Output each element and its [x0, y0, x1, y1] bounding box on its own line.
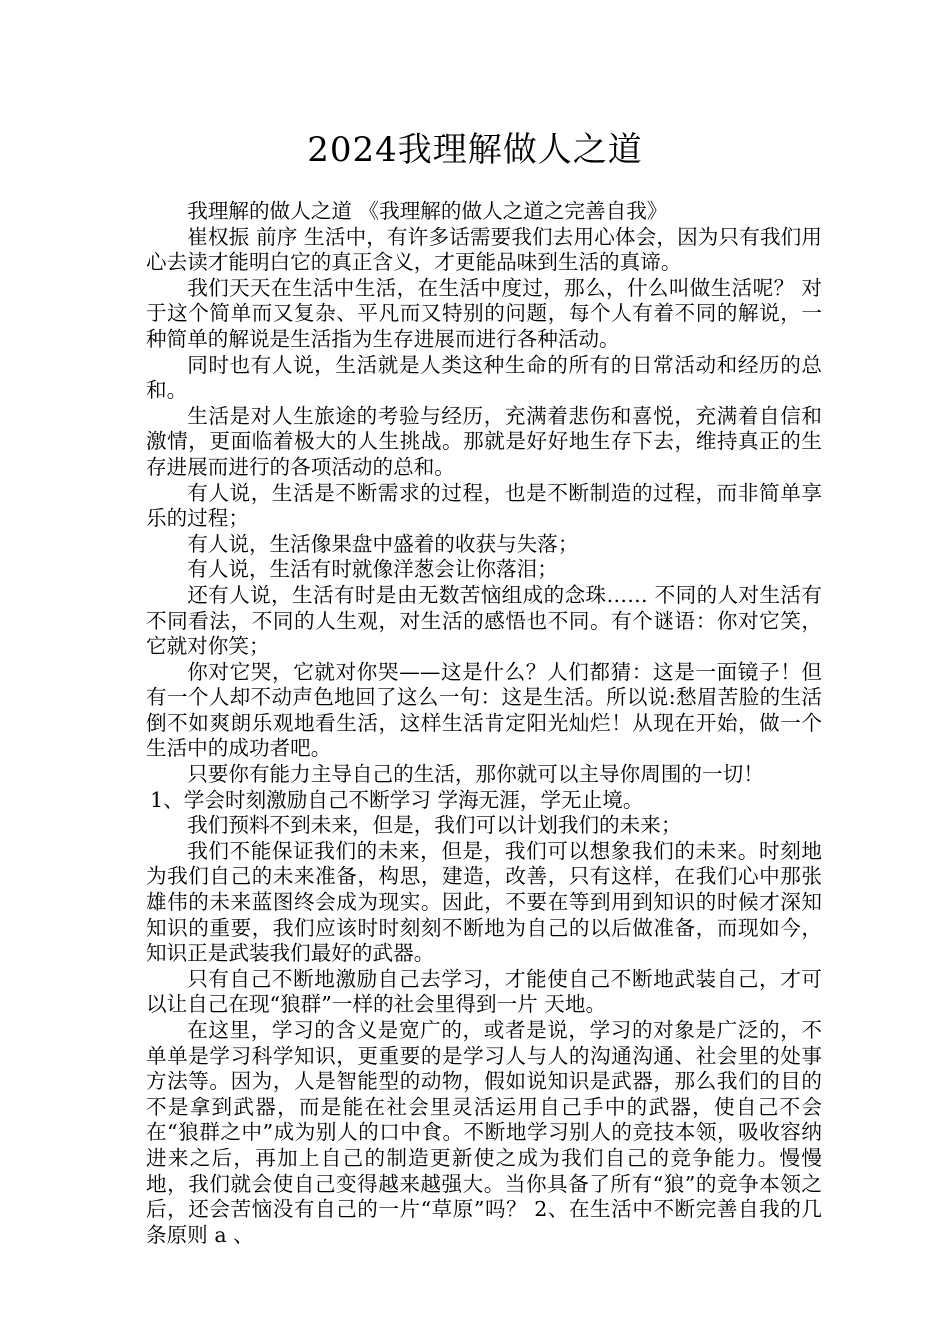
document-title: 2024我理解做人之道	[307, 130, 643, 170]
paragraph: 我们不能保证我们的未来，但是，我们可以想象我们的未来。时刻地为我们自己的未来准备，构思，建造，改善，只有这样，在我们心中那张雄伟的未来蓝图终会成为现实。因此，不要在等到用到知识的时候才深知知识的重要，我们应该时时刻刻不断地为自己的以后做准备，而现如今，知识正是武装我们最好的武器。	[146, 838, 822, 966]
paragraph: 有人说，生活是不断需求的过程，也是不断制造的过程，而非简单享乐的过程；	[146, 480, 822, 531]
paragraph: 崔权振 前序 生活中，有许多话需要我们去用心体会，因为只有我们用心去读才能明白它的真正含义，才更能品味到生活的真谛。	[146, 224, 822, 275]
document-body	[146, 199, 822, 1248]
paragraph: 同时也有人说，生活就是人类这种生命的所有的日常活动和经历的总和。	[146, 352, 822, 403]
paragraph: 还有人说，生活有时是由无数苦恼组成的念珠…… 不同的人对生活有不同看法，不同的人生观，对生活的感悟也不同。有个谜语：你对它笑，它就对你笑；	[146, 582, 822, 659]
paragraph: 只要你有能力主导自己的生活，那你就可以主导你周围的一切！	[187, 762, 764, 787]
paragraph: 在这里，学习的含义是宽广的，或者是说，学习的对象是广泛的，不单单是学习科学知识，更重要的是学习人与人的沟通沟通、社会里的处事方法等。因为，人是智能型的动物，假如说知识是武器，那么我们的目的不是拿到武器，而是能在社会里灵活运用自己手中的武器，使自己不会在“狼群之中”成为别人的口中食。不断地学习别人的竞技本领，吸收容纳进来之后，再加上自己的制造更新使之成为我们自己的竞争能力。慢慢地，我们就会使自己变得越来越强大。当你具备了所有“狼”的竞争本领之后，还会苦恼没有自己的一片“草原”吗？ 2、在生活中不断完善自我的几条原则 a 、	[146, 1018, 822, 1247]
paragraph: 只有自己不断地激励自己去学习，才能使自己不断地武装自己，才可以让自己在现“狼群”一样的社会里得到一片 天地。	[146, 966, 822, 1017]
paragraph: 我们天天在生活中生活，在生活中度过，那么，什么叫做生活呢？ 对于这个简单而又复杂、平凡而又特别的问题，每个人有着不同的解说，一种简单的解说是生活指为生存进展而进行各种活动。	[146, 275, 822, 351]
numbered-heading: 1、学会时刻激励自己不断学习 学海无涯，学无止境。	[150, 787, 644, 812]
paragraph: 有人说，生活像果盘中盛着的收获与失落；	[187, 531, 579, 556]
paragraph: 生活是对人生旅途的考验与经历，充满着悲伤和喜悦，充满着自信和激情，更面临着极大的人生挑战。那就是好好地生存下去，维持真正的生存进展而进行的各项活动的总和。	[146, 403, 822, 479]
paragraph: 我理解的做人之道 《我理解的做人之道之完善自我》	[187, 199, 668, 223]
paragraph: 有人说，生活有时就像洋葱会让你落泪；	[187, 557, 558, 582]
paragraph: 我们预料不到未来，但是，我们可以计划我们的未来；	[187, 813, 682, 838]
paragraph: 你对它哭，它就对你哭——这是什么？人们都猜：这是一面镜子！但有一个人却不动声色地回了这么一句：这是生活。所以说:愁眉苦脸的生活倒不如爽朗乐观地看生活，这样生活肯定阳光灿烂！从现在开始，做一个生活中的成功者吧。	[146, 659, 822, 761]
